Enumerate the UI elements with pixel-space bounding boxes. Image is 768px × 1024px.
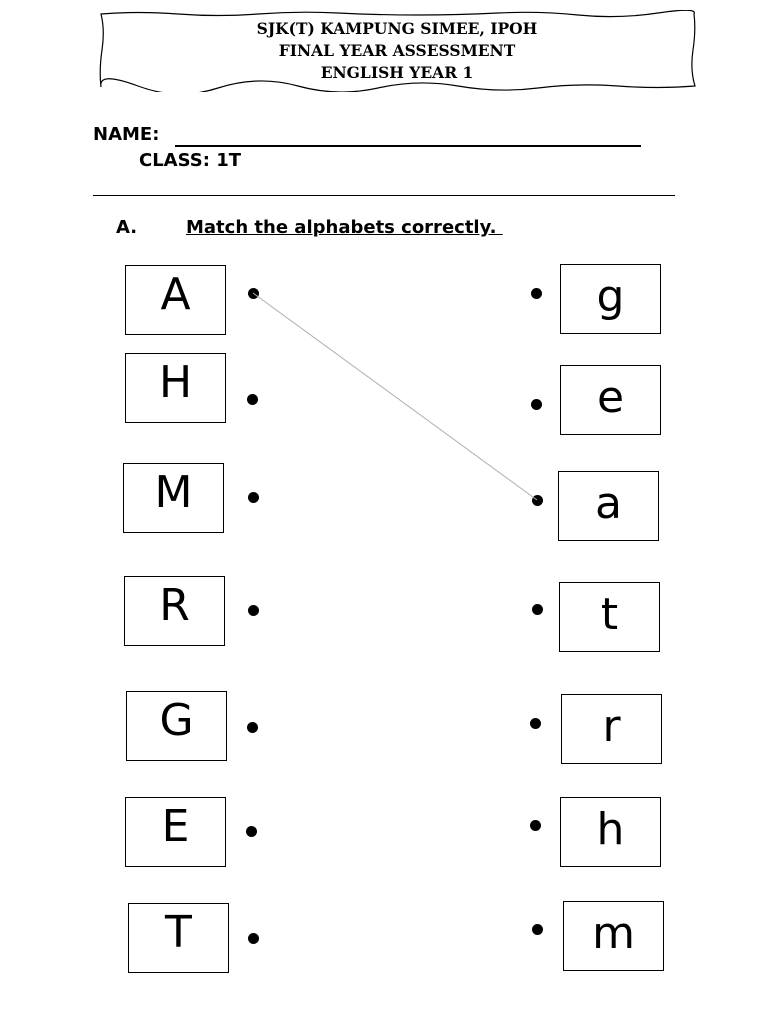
left-letter-box: H — [125, 353, 226, 423]
left-letter-box: A — [125, 265, 226, 335]
left-match-dot[interactable] — [248, 605, 259, 616]
right-letter-box: r — [561, 694, 662, 764]
left-letter-box: M — [123, 463, 224, 533]
left-match-dot[interactable] — [248, 288, 259, 299]
right-match-dot[interactable] — [530, 820, 541, 831]
section-instruction: Match the alphabets correctly. — [186, 217, 503, 238]
header-text — [100, 18, 694, 84]
left-letter-box: R — [124, 576, 225, 646]
name-answer-line[interactable] — [175, 145, 641, 147]
right-letter-box: a — [558, 471, 659, 541]
left-match-dot[interactable] — [248, 933, 259, 944]
right-letter-box: t — [559, 582, 660, 652]
left-match-dot[interactable] — [247, 394, 258, 405]
match-line — [253, 293, 537, 500]
right-match-dot[interactable] — [530, 718, 541, 729]
assessment-title: FINAL YEAR ASSESSMENT — [278, 41, 516, 60]
right-match-dot[interactable] — [532, 604, 543, 615]
right-letter-box: e — [560, 365, 661, 435]
school-name: SJK(T) KAMPUNG SIMEE, IPOH — [256, 19, 538, 38]
left-letter-box: G — [126, 691, 227, 761]
left-match-dot[interactable] — [247, 722, 258, 733]
name-label: NAME: — [93, 124, 160, 145]
right-match-dot[interactable] — [531, 399, 542, 410]
left-match-dot[interactable] — [248, 492, 259, 503]
right-match-dot[interactable] — [532, 495, 543, 506]
class-label: CLASS: 1T — [139, 150, 241, 171]
subject-title: ENGLISH YEAR 1 — [320, 63, 474, 82]
left-letter-box: T — [128, 903, 229, 973]
section-divider — [93, 195, 675, 196]
left-letter-box: E — [125, 797, 226, 867]
right-match-dot[interactable] — [531, 288, 542, 299]
right-letter-box: m — [563, 901, 664, 971]
right-match-dot[interactable] — [532, 924, 543, 935]
section-number: A. — [116, 217, 138, 238]
right-letter-box: h — [560, 797, 661, 867]
right-letter-box: g — [560, 264, 661, 334]
left-match-dot[interactable] — [246, 826, 257, 837]
